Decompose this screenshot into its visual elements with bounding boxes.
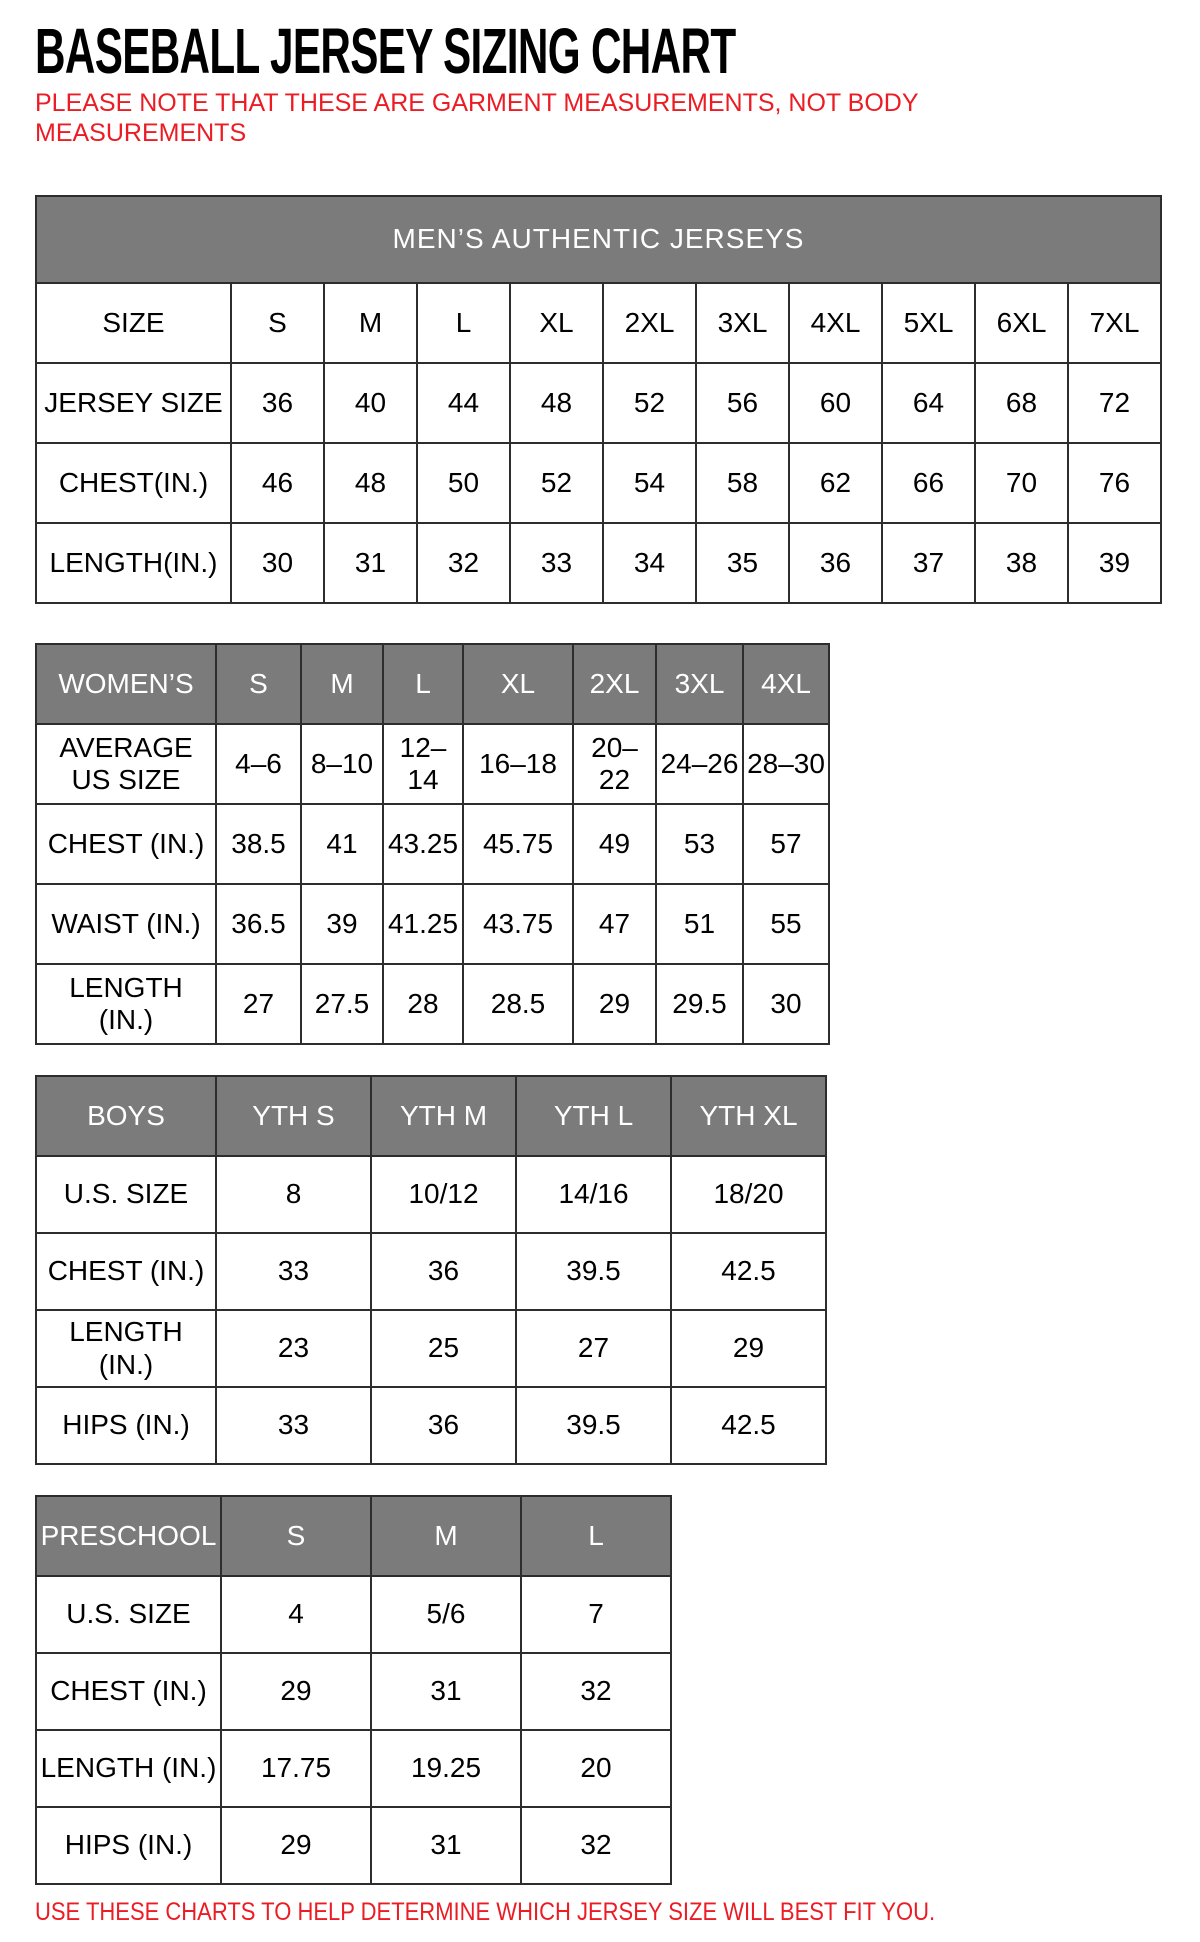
cell: 25 [371,1310,516,1387]
cell: 23 [216,1310,371,1387]
cell: 33 [510,523,603,603]
cell: 38.5 [216,804,301,884]
cell: 27 [516,1310,671,1387]
table-row [36,283,1161,363]
table-row [36,1496,671,1576]
cell: 20 [521,1730,671,1807]
cell: L [417,283,510,363]
cell: 14/16 [516,1156,671,1233]
table-row [36,964,829,1044]
cell: 39.5 [516,1233,671,1310]
cell: 34 [603,523,696,603]
cell: 44 [417,363,510,443]
header-cell: XL [463,644,573,724]
header-cell: L [383,644,463,724]
header-cell: M [371,1496,521,1576]
garment-note-line1: PLEASE NOTE THAT THESE ARE GARMENT MEASUREMENTS, NOT BODY [35,89,919,117]
cell: 60 [789,363,882,443]
table-row [36,443,1161,523]
cell: 3XL [696,283,789,363]
table-row [36,724,829,804]
cell: 50 [417,443,510,523]
table-row [36,363,1161,443]
cell: 52 [603,363,696,443]
cell: 64 [882,363,975,443]
row-label: LENGTH (IN.) [36,964,216,1044]
header-cell: YTH XL [671,1076,826,1156]
table-row [36,1233,826,1310]
cell: 28–30 [743,724,829,804]
cell: 29 [221,1807,371,1884]
header-cell: 2XL [573,644,656,724]
cell: 39 [1068,523,1161,603]
cell: 36 [371,1387,516,1464]
cell: 36 [231,363,324,443]
cell: 39 [301,884,383,964]
row-label: LENGTH (IN.) [36,1310,216,1387]
cell: S [231,283,324,363]
cell: 66 [882,443,975,523]
header-cell: M [301,644,383,724]
cell: 38 [975,523,1068,603]
cell: 41.25 [383,884,463,964]
header-cell: L [521,1496,671,1576]
cell: 48 [324,443,417,523]
table-row [36,1387,826,1464]
header-cell: 3XL [656,644,743,724]
cell: 36.5 [216,884,301,964]
table-row [36,1156,826,1233]
row-label: HIPS (IN.) [36,1807,221,1884]
cell: 40 [324,363,417,443]
table-row [36,1653,671,1730]
cell: 52 [510,443,603,523]
cell: 29.5 [656,964,743,1044]
cell: XL [510,283,603,363]
table-row [36,1310,826,1387]
header-cell: PRESCHOOL [36,1496,221,1576]
header-cell: YTH S [216,1076,371,1156]
cell: 32 [521,1807,671,1884]
cell: 76 [1068,443,1161,523]
cell: 7 [521,1576,671,1653]
table-row [36,196,1161,283]
row-label: AVERAGE US SIZE [36,724,216,804]
cell: 36 [371,1233,516,1310]
cell: 8–10 [301,724,383,804]
cell: 12–14 [383,724,463,804]
table-mens [35,195,1162,604]
garment-note [35,88,919,148]
row-label: SIZE [36,283,231,363]
cell: 49 [573,804,656,884]
cell: 39.5 [516,1387,671,1464]
cell: 68 [975,363,1068,443]
cell: 55 [743,884,829,964]
cell: 48 [510,363,603,443]
header-cell: YTH L [516,1076,671,1156]
cell: 19.25 [371,1730,521,1807]
header-cell: 4XL [743,644,829,724]
table-row [36,644,829,724]
cell: 28.5 [463,964,573,1044]
cell: 29 [573,964,656,1044]
cell: 57 [743,804,829,884]
cell: 20–22 [573,724,656,804]
cell: 30 [743,964,829,1044]
header-cell: S [216,644,301,724]
table-row [36,1730,671,1807]
cell: 36 [789,523,882,603]
cell: 24–26 [656,724,743,804]
cell: 33 [216,1233,371,1310]
cell: 46 [231,443,324,523]
row-label: U.S. SIZE [36,1576,221,1653]
cell: 5/6 [371,1576,521,1653]
header-cell: WOMEN’S [36,644,216,724]
cell: 2XL [603,283,696,363]
cell: 31 [371,1653,521,1730]
cell: 35 [696,523,789,603]
cell: 32 [417,523,510,603]
cell: 27.5 [301,964,383,1044]
footer-note: USE THESE CHARTS TO HELP DETERMINE WHICH JERSEY SIZE WILL BEST FIT YOU. [35,1898,936,1926]
table-preschool [35,1495,672,1885]
cell: 37 [882,523,975,603]
cell: 8 [216,1156,371,1233]
cell: 56 [696,363,789,443]
garment-note-line2: MEASUREMENTS [35,119,247,147]
cell: 43.25 [383,804,463,884]
row-label: U.S. SIZE [36,1156,216,1233]
cell: 29 [671,1310,826,1387]
cell: 4–6 [216,724,301,804]
row-label: JERSEY SIZE [36,363,231,443]
row-label: CHEST (IN.) [36,804,216,884]
row-label: LENGTH (IN.) [36,1730,221,1807]
cell: 31 [371,1807,521,1884]
table-boys [35,1075,827,1465]
cell: 28 [383,964,463,1044]
cell: 45.75 [463,804,573,884]
cell: 54 [603,443,696,523]
mens-table-title: MEN’S AUTHENTIC JERSEYS [36,196,1161,283]
header-cell: BOYS [36,1076,216,1156]
cell: 7XL [1068,283,1161,363]
table-row [36,1807,671,1884]
cell: 16–18 [463,724,573,804]
table-row [36,1076,826,1156]
cell: 4 [221,1576,371,1653]
cell: 33 [216,1387,371,1464]
cell: 18/20 [671,1156,826,1233]
row-label: LENGTH(IN.) [36,523,231,603]
cell: 5XL [882,283,975,363]
cell: 6XL [975,283,1068,363]
cell: 70 [975,443,1068,523]
row-label: CHEST (IN.) [36,1653,221,1730]
row-label: CHEST(IN.) [36,443,231,523]
header-cell: YTH M [371,1076,516,1156]
header-cell: S [221,1496,371,1576]
cell: 53 [656,804,743,884]
row-label: WAIST (IN.) [36,884,216,964]
table-womens [35,643,830,1045]
cell: 31 [324,523,417,603]
table-row [36,804,829,884]
cell: 51 [656,884,743,964]
cell: 43.75 [463,884,573,964]
table-row [36,1576,671,1653]
cell: 29 [221,1653,371,1730]
row-label: HIPS (IN.) [36,1387,216,1464]
cell: 27 [216,964,301,1044]
cell: 4XL [789,283,882,363]
cell: 17.75 [221,1730,371,1807]
cell: 42.5 [671,1387,826,1464]
cell: 30 [231,523,324,603]
cell: 10/12 [371,1156,516,1233]
cell: 42.5 [671,1233,826,1310]
cell: 47 [573,884,656,964]
row-label: CHEST (IN.) [36,1233,216,1310]
table-row [36,523,1161,603]
page-title: BASEBALL JERSEY SIZING CHART [35,15,736,87]
cell: 41 [301,804,383,884]
cell: 72 [1068,363,1161,443]
cell: M [324,283,417,363]
cell: 62 [789,443,882,523]
cell: 58 [696,443,789,523]
cell: 32 [521,1653,671,1730]
table-row [36,884,829,964]
